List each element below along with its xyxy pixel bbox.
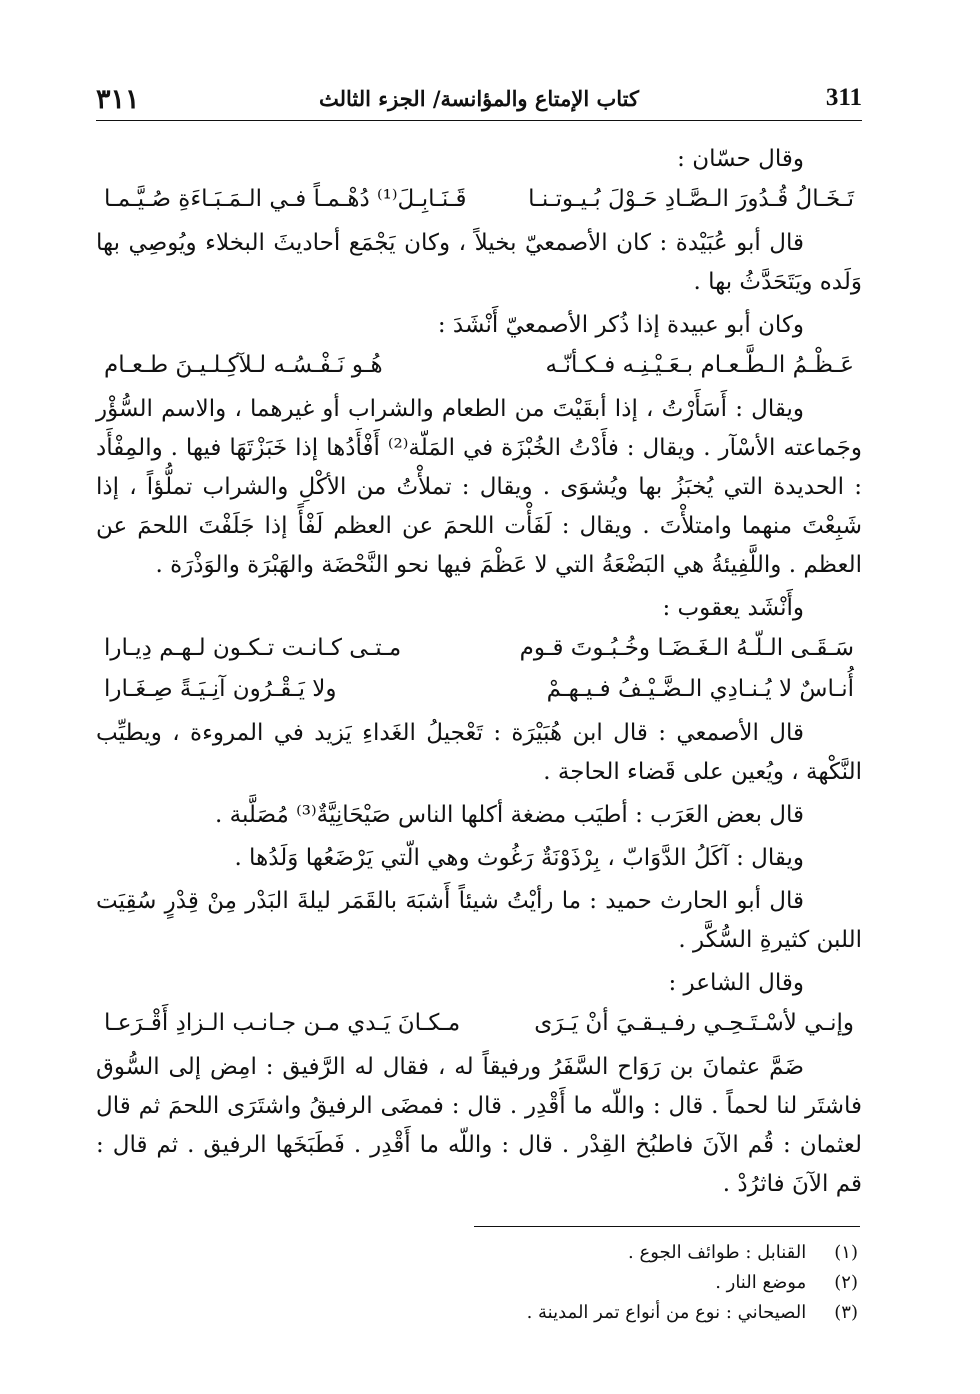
footnote bbox=[96, 1268, 862, 1298]
page-number-arabic: ٣١١ bbox=[96, 84, 140, 115]
page-number-latin: 311 bbox=[825, 84, 862, 111]
paragraph: ويقال : آكَلُ الدَّوَابّ ، بِرْذَوْنَةٌ رَغُوث وهي الّتي يَرْضَعُها وَلَدُها . bbox=[234, 845, 804, 871]
verse-line bbox=[96, 628, 862, 669]
verse-line bbox=[96, 345, 862, 386]
verse-first-hemistich: أُنـاسٌ لا يُـنـادِي الـضَّـيْـفُ فـيـهـمْ bbox=[546, 676, 854, 702]
footnote-rule bbox=[474, 1226, 860, 1227]
main-text bbox=[96, 140, 862, 1204]
paragraph: قال أبو الحارث حميد : ما رأيْتُ شيئاً أَشبَهَ بالقَمَر ليلةَ البَدْر مِنْ قِدْرٍ سُقِيَت اللبن كثيرةِ السُّكَّر . bbox=[96, 888, 862, 953]
footnotes bbox=[96, 1238, 862, 1328]
paragraph: قال الأصمعي : قال ابن هُبَيْرَة : تَعْجيلُ الغَداءِ يَزيد في المروءة ، ويطيِّب النَّكْهة ، ويُعين على قَضاء الحاجة . bbox=[96, 720, 862, 785]
verse-line bbox=[96, 669, 862, 710]
intro-line: وقال حسّان : bbox=[677, 146, 804, 172]
footnote-text: القنابل : طوائف الجوع . bbox=[628, 1242, 807, 1263]
running-title: كتاب الإمتاع والمؤانسة/ الجزء الثالث bbox=[318, 86, 639, 111]
header-rule bbox=[96, 120, 862, 121]
footnote bbox=[96, 1298, 862, 1328]
paragraph: ضَمَّ عثمانَ بن رَوَاح السَّفَرُ ورفيقاً له ، فقال له الرَّفيق : امِض إلى السُّوق فاشتَر لنا لحماً . قال : واللّه ما أَقْدِر . قال : فمضَى الرفيقُ واشتَرَى اللحمَ ثم قال لعثمان : قُم الآنَ فاطبُخ القِدْر . قال : واللّه ما أَقْدِر . فَطَبَخَها الرفيق . ثم قال : قم الآنَ فاثرُدْ . bbox=[96, 1054, 862, 1197]
intro-line: وكان أبو عبيدة إذا ذُكر الأصمعيّ أَنْشَدَ : bbox=[437, 312, 804, 338]
verse-line bbox=[96, 1003, 862, 1044]
page-header bbox=[96, 80, 862, 120]
verse-line bbox=[96, 179, 862, 220]
verse-first-hemistich: عَـظْـمُ الـطَّـعـام بـعَـيْـنِـه فـكـأنّـه bbox=[545, 352, 854, 378]
verse-second-hemistich: قَـنَـابِـلَ⁽¹⁾ دُهْـمـاً فـي الـمَـبَـاءَةِ صُـيَّـمـا bbox=[104, 186, 467, 212]
verse-second-hemistich: مـكـانَ يَـدي مـن جـانـب الـزادِ أَقْـرَعـا bbox=[104, 1010, 461, 1036]
verse-first-hemistich: وإنـي لأسْـتَـحِـي رفـيـقـيَ أنْ يَـرَى bbox=[534, 1010, 854, 1036]
verse-second-hemistich: هُـو نَـفْـسُـه لـلآكِـلـيـنَ طـعـام bbox=[104, 352, 383, 378]
paragraph: ويقال : أَسَأَرْتُ ، إذا أبقَيْتَ من الطعام والشراب أو غيرهما ، والاسم السُّؤْر وجَماعته الأسْآر . ويقال : فأَدْتُ الخُبْزَة في المَلّة⁽²⁾ أَفْأَدُها إذا خَبَزْتَهَا فيها . والمِفْأَد : الحديدة التي يُخبَزُ بها ويُشوَى . ويقال : تملأْتُ من الأكْلِ والشراب تملُّؤاً ، إذا شَبِعْتَ منهما وامتلأْتَ . ويقال : لَفَأْت اللحمَ عن العظم لَفْأً إذا جَلَفْتَ اللحمَ عن العظم . واللَّفِيئةُ هي البَضْعَةُ التي لا عَظْمَ فيها نحو النَّحْضَة والهَبْرَة والوَذْرَة . bbox=[96, 396, 862, 578]
verse-second-hemistich: ولا يَـقْـرُون آنِـيَـةً صِـغَـارا bbox=[104, 676, 337, 702]
intro-line: وقال الشاعر : bbox=[668, 970, 804, 996]
footnote-number: (١) bbox=[834, 1242, 858, 1263]
paragraph: قال أبو عُبَيْدة : كان الأصمعيّ بخيلاً ، وكان يَجْمَع أحاديثَ البخلاء ويُوصِي بها وَلَده ويَتَحَدَّثُ بها . bbox=[96, 230, 862, 295]
verse-first-hemistich: سَـقَـى الـلّـهُ الـغَـضَـا وخُـبُـوتَ قـوم bbox=[519, 635, 854, 661]
footnote-text: موضع النار . bbox=[715, 1272, 807, 1293]
footnote-text: الصيحاني : نوع من أنواع تمر المدينة . bbox=[526, 1302, 807, 1323]
footnote-number: (٢) bbox=[834, 1272, 858, 1293]
intro-line: وأَنْشَد يعقوب : bbox=[662, 595, 804, 621]
footnote bbox=[96, 1238, 862, 1268]
paragraph: قال بعض العَرَب : أطيَب مضغة أكلها الناس صَيْحَانِيَّةٌ⁽³⁾ مُصَلَّبة . bbox=[215, 802, 804, 828]
verse-first-hemistich: تَـخَـالُ قُـدُورَ الـصَّـادِ حَـوْلَ بُـيـوتـنـا bbox=[528, 186, 854, 212]
verse-second-hemistich: مـتـى كـانـت تـكـون لـهـم دِيـارا bbox=[104, 635, 402, 661]
footnote-number: (٣) bbox=[834, 1302, 858, 1323]
